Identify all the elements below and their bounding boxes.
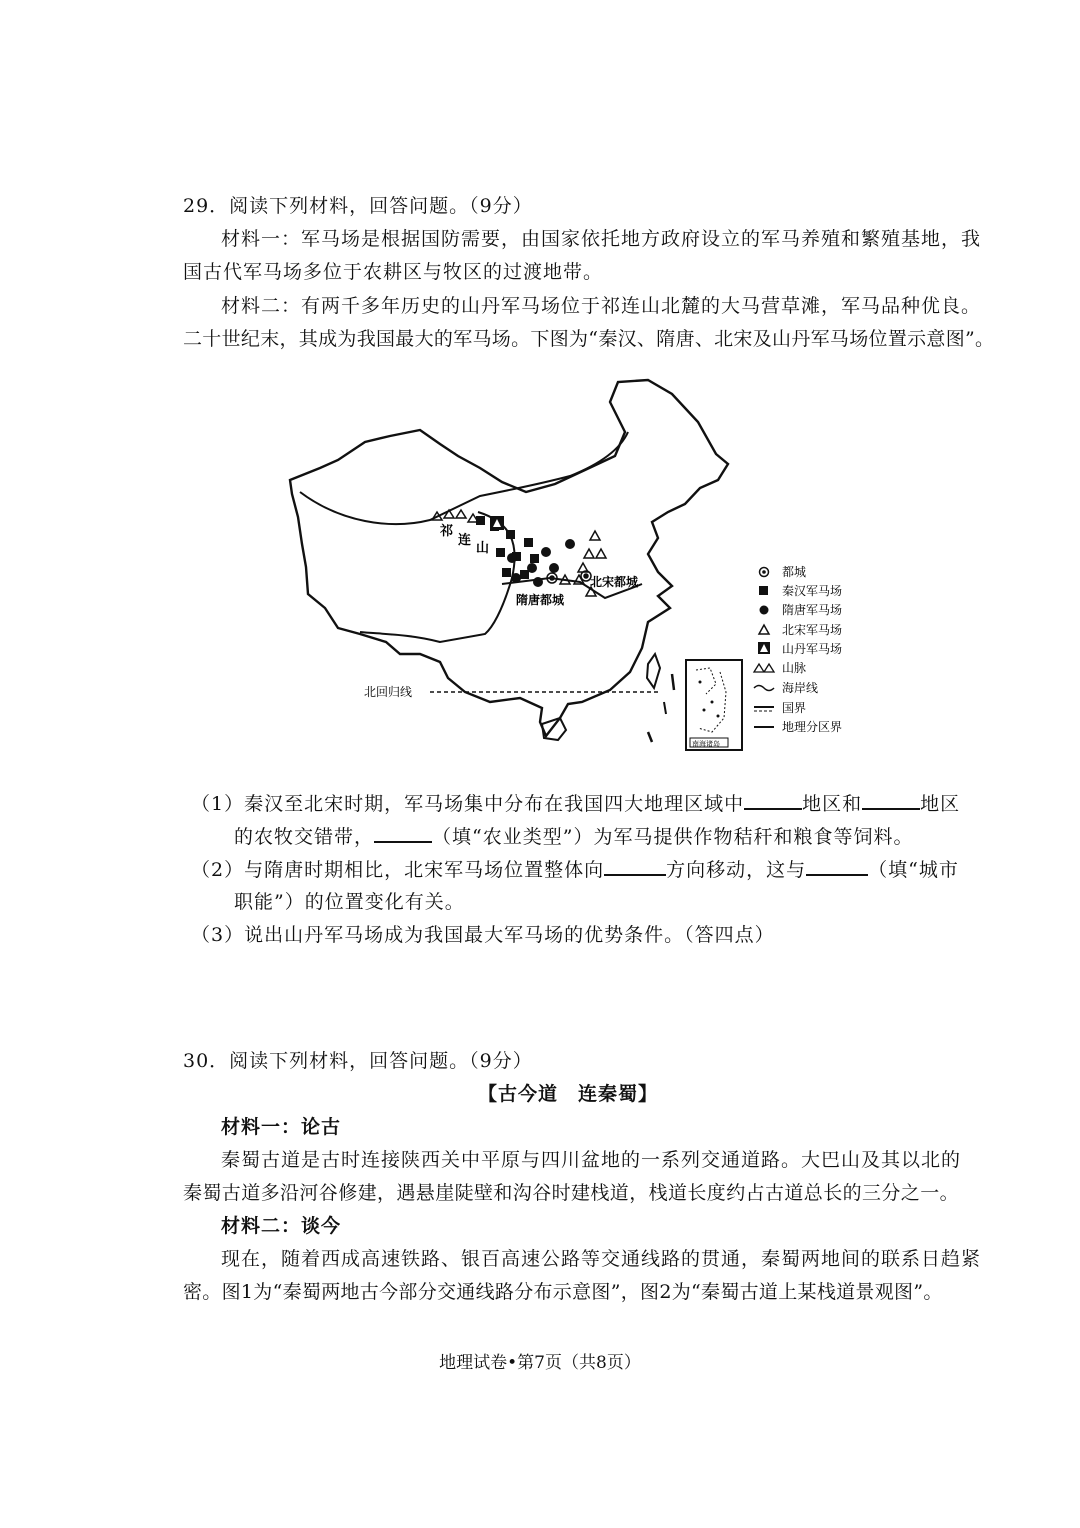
q29-material2-line1: 材料二：有两千多年历史的山丹军马场位于祁连山北麓的大马营草滩，军马品种优良。 — [221, 295, 982, 317]
q30-title: 【古今道 连秦蜀】 — [478, 1083, 659, 1105]
q30-material2-line2: 密。图1为“秦蜀两地古今部分交通线路分布示意图”，图2为“秦蜀古道上某栈道景观图”。 — [183, 1281, 943, 1303]
legend-region-boundary: 地理分区界 — [782, 720, 843, 734]
region-boundary-north — [300, 432, 628, 524]
q29-sub2-line1: （2）与隋唐时期相比，北宋军马场位置整体向 方向移动，这与 （填“城市 — [191, 856, 959, 883]
legend-mountain: 山脉 — [782, 661, 807, 675]
south-china-sea-inset — [686, 660, 742, 750]
legend-capital: 都城 — [782, 565, 807, 579]
blank-region-2[interactable] — [862, 790, 920, 810]
q29-sub1-line1: （1）秦汉至北宋时期，军马场集中分布在我国四大地理区域中 地区和 地区 — [191, 790, 960, 817]
q30-material1-line2: 秦蜀古道多沿河谷修建，遇悬崖陡壁和沟谷时建栈道，栈道长度约占古道总长的三分之一。 — [183, 1182, 960, 1204]
blank-direction[interactable] — [604, 856, 666, 876]
legend-coastline: 海岸线 — [782, 681, 819, 695]
page-footer: 地理试卷•第7页（共8页） — [439, 1353, 641, 1373]
label-shan: 山 — [476, 541, 490, 556]
military-horse-farm-map — [280, 372, 860, 760]
map-legend — [754, 564, 842, 734]
shandan-farm — [490, 516, 504, 530]
taiwan-island — [647, 654, 660, 688]
legend-border: 国界 — [782, 701, 807, 715]
label-lian: 连 — [458, 533, 472, 548]
q30-heading: 30．阅读下列材料，回答问题。（9分） — [183, 1050, 533, 1072]
label-suitang-capital: 隋唐都城 — [516, 593, 565, 607]
legend-beisong: 北宋军马场 — [782, 623, 843, 637]
q29-material1-line1: 材料一：军马场是根据国防需要，由国家依托地方政府设立的军马养殖和繁殖基地，我 — [221, 228, 982, 250]
legend-qinhan: 秦汉军马场 — [782, 584, 843, 598]
inset-label: 南海诸岛 — [692, 740, 720, 748]
q29-material1-line2: 国古代军马场多位于农耕区与牧区的过渡地带。 — [183, 261, 604, 283]
legend-suitang: 隋唐军马场 — [782, 603, 843, 617]
blank-region-1[interactable] — [744, 790, 802, 810]
q30-material1-line1: 秦蜀古道是古时连接陕西关中平原与四川盆地的一系列交通道路。大巴山及其以北的 — [221, 1149, 962, 1171]
legend-shandan: 山丹军马场 — [782, 642, 843, 656]
q30-material2-line1: 现在，随着西成高速铁路、银百高速公路等交通线路的贯通，秦蜀两地间的联系日趋紧 — [221, 1248, 982, 1270]
q29-sub1-line2: 的农牧交错带， （填“农业类型”）为军马提供作物秸秆和粮食等饲料。 — [234, 823, 913, 850]
q29-heading: 29．阅读下列材料，回答问题。（9分） — [183, 195, 533, 217]
blank-agriculture-type[interactable] — [374, 823, 432, 843]
label-tropic: 北回归线 — [364, 685, 413, 699]
label-qi: 祁 — [440, 524, 454, 539]
q30-material1-title: 材料一：论古 — [221, 1116, 342, 1138]
blank-city-function[interactable] — [806, 856, 868, 876]
qilian-mountains — [432, 510, 478, 522]
q30-material2-title: 材料二：谈今 — [221, 1215, 342, 1237]
region-boundary-qinghai-tibet — [360, 512, 515, 642]
q29-sub3: （3）说出山丹军马场成为我国最大军马场的优势条件。（答四点） — [191, 924, 775, 946]
label-beisong-capital: 北宋都城 — [590, 575, 639, 589]
q29-material2-line2: 二十世纪末，其成为我国最大的军马场。下图为“秦汉、隋唐、北宋及山丹军马场位置示意图”。 — [183, 328, 995, 350]
q29-sub2-line2: 职能”）的位置变化有关。 — [234, 891, 465, 913]
